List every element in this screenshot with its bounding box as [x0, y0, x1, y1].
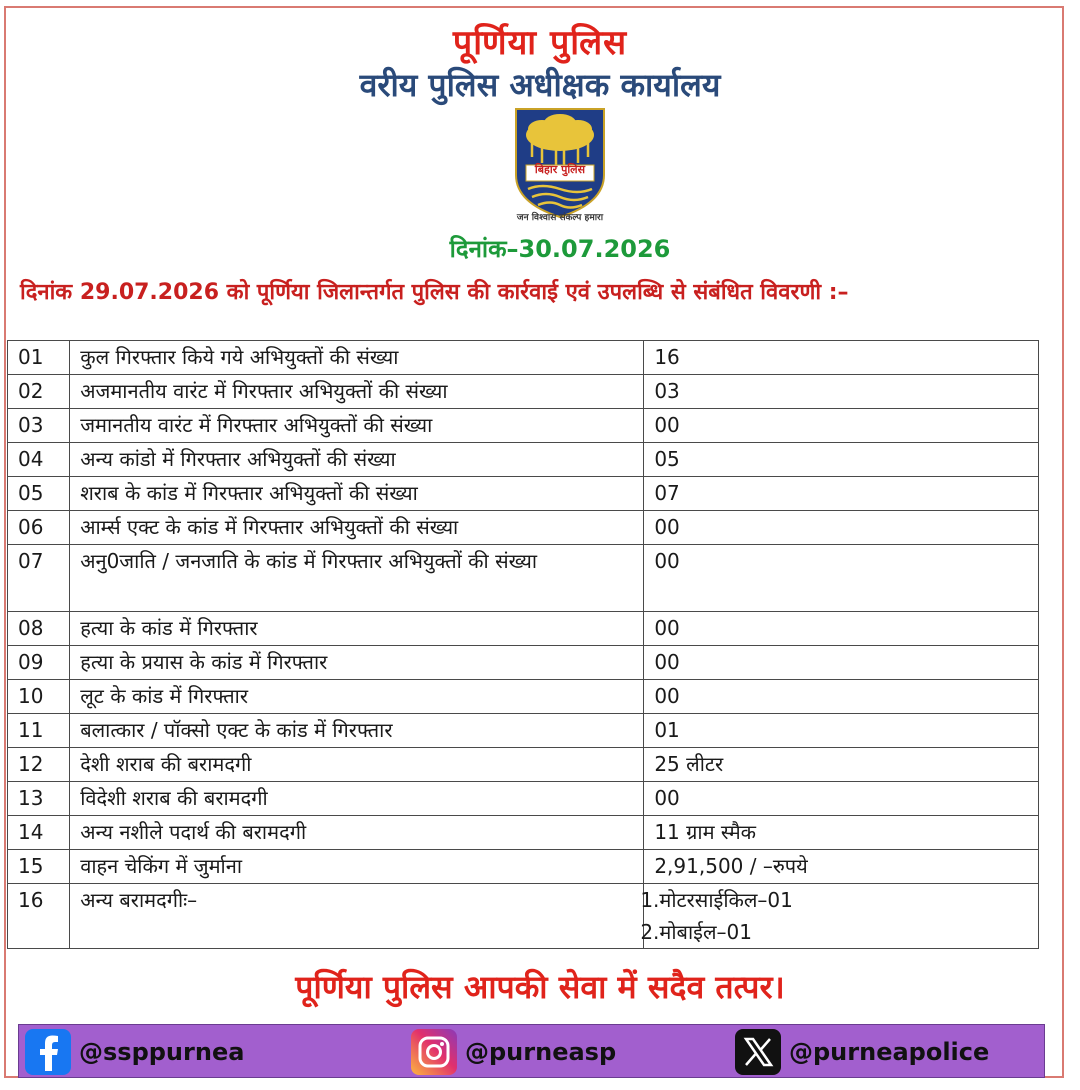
social-bar — [18, 1024, 1045, 1078]
table-row — [8, 612, 1039, 646]
facebook-handle: @ssppurnea — [79, 1038, 245, 1066]
row-description: अन्य नशीले पदार्थ की बरामदगी — [70, 816, 644, 850]
row-number: 13 — [8, 782, 70, 816]
table-row — [8, 850, 1039, 884]
table-row — [8, 714, 1039, 748]
row-description: अन्य कांडो में गिरफ्तार अभियुक्तों की संख्या — [70, 443, 644, 477]
table-row — [8, 646, 1039, 680]
table-row — [8, 884, 1039, 949]
facebook-icon — [25, 1029, 71, 1075]
row-description: जमानतीय वारंट में गिरफ्तार अभियुक्तों की संख्या — [70, 409, 644, 443]
row-description: अन्य बरामदगीः– — [70, 884, 644, 949]
row-number: 15 — [8, 850, 70, 884]
table-row — [8, 816, 1039, 850]
logo-label: बिहार पुलिस — [534, 163, 586, 176]
row-number: 02 — [8, 375, 70, 409]
row-value: 00 — [644, 511, 1039, 545]
table-row — [8, 782, 1039, 816]
row-value: 00 — [644, 680, 1039, 714]
row-number: 09 — [8, 646, 70, 680]
report-heading: दिनांक 29.07.2026 को पूर्णिया जिलान्तर्गत पुलिस की कार्रवाई एवं उपलब्धि से संबंधित विवरणी :– — [20, 280, 849, 305]
row-description: विदेशी शराब की बरामदगी — [70, 782, 644, 816]
row-value: 00 — [644, 646, 1039, 680]
row-value: 00 — [644, 612, 1039, 646]
row-description: बलात्कार / पॉक्सो एक्ट के कांड में गिरफ्तार — [70, 714, 644, 748]
row-value: 11 ग्राम स्मैक — [644, 816, 1039, 850]
row-description: अनु0जाति / जनजाति के कांड में गिरफ्तार अभियुक्तों की संख्या — [70, 545, 644, 612]
row-number: 12 — [8, 748, 70, 782]
row-description: आर्म्स एक्ट के कांड में गिरफ्तार अभियुक्तों की संख्या — [70, 511, 644, 545]
logo-motto: जन विश्वास संकल्प हमारा — [516, 213, 604, 223]
instagram-handle: @purneasp — [465, 1038, 617, 1066]
misc-recovery-line: 2.मोबाईल–01 — [640, 920, 752, 944]
table-row — [8, 748, 1039, 782]
row-number: 11 — [8, 714, 70, 748]
table-row — [8, 341, 1039, 375]
table-row — [8, 375, 1039, 409]
row-number: 08 — [8, 612, 70, 646]
row-description: अजमानतीय वारंट में गिरफ्तार अभियुक्तों की संख्या — [70, 375, 644, 409]
row-description: शराब के कांड में गिरफ्तार अभियुक्तों की संख्या — [70, 477, 644, 511]
social-x[interactable] — [735, 1025, 989, 1079]
row-number: 16 — [8, 884, 70, 949]
row-value: 05 — [644, 443, 1039, 477]
row-number: 05 — [8, 477, 70, 511]
table-row — [8, 545, 1039, 612]
misc-recovery-line: 1.मोटरसाईकिल–01 — [640, 888, 793, 912]
row-number: 01 — [8, 341, 70, 375]
row-description: वाहन चेकिंग में जुर्माना — [70, 850, 644, 884]
row-value: 00 — [644, 545, 1039, 612]
table-row — [8, 680, 1039, 714]
row-number: 04 — [8, 443, 70, 477]
table-row — [8, 477, 1039, 511]
issue-date: दिनांक–30.07.2026 — [449, 235, 671, 263]
row-value: 00 — [644, 409, 1039, 443]
stats-table — [7, 340, 1039, 949]
row-description: कुल गिरफ्तार किये गये अभियुक्तों की संख्या — [70, 341, 644, 375]
row-description: देशी शराब की बरामदगी — [70, 748, 644, 782]
row-description: हत्या के प्रयास के कांड में गिरफ्तार — [70, 646, 644, 680]
table-row — [8, 409, 1039, 443]
footer-slogan: पूर्णिया पुलिस आपकी सेवा में सदैव तत्पर। — [295, 968, 785, 1006]
row-value: 25 लीटर — [644, 748, 1039, 782]
row-value: 16 — [644, 341, 1039, 375]
row-value: 01 — [644, 714, 1039, 748]
row-number: 03 — [8, 409, 70, 443]
row-number: 06 — [8, 511, 70, 545]
x-icon — [735, 1029, 781, 1075]
row-number: 14 — [8, 816, 70, 850]
social-facebook[interactable] — [25, 1025, 244, 1079]
office-name: वरीय पुलिस अधीक्षक कार्यालय — [359, 66, 721, 104]
row-description: हत्या के कांड में गिरफ्तार — [70, 612, 644, 646]
row-value-misc — [640, 884, 1039, 949]
row-value: 03 — [644, 375, 1039, 409]
page-title: पूर्णिया पुलिस — [452, 23, 628, 63]
row-value: 2,91,500 / –रुपये — [644, 850, 1039, 884]
instagram-icon — [411, 1029, 457, 1075]
social-instagram[interactable] — [411, 1025, 616, 1079]
table-row — [8, 511, 1039, 545]
row-value: 00 — [644, 782, 1039, 816]
row-value: 07 — [644, 477, 1039, 511]
x-handle: @purneapolice — [789, 1038, 990, 1066]
row-number: 10 — [8, 680, 70, 714]
row-number: 07 — [8, 545, 70, 612]
row-description: लूट के कांड में गिरफ्तार — [70, 680, 644, 714]
table-row — [8, 443, 1039, 477]
